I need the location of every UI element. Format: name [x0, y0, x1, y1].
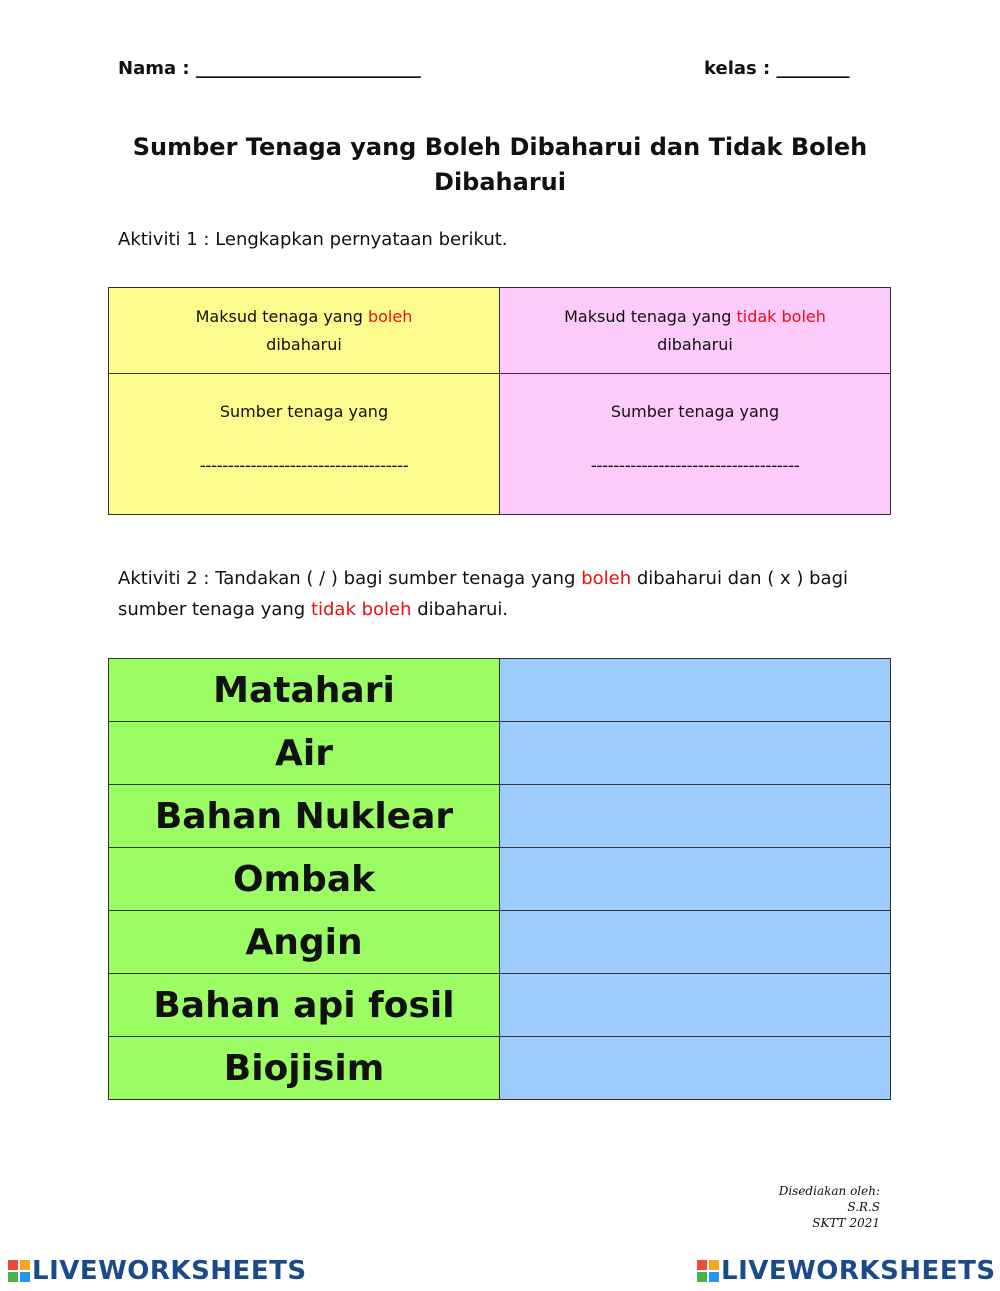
- credit-author: S.R.S: [847, 1200, 880, 1214]
- activity-1-instruction: Aktiviti 1 : Lengkapkan pernyataan berikut.: [118, 229, 508, 250]
- activity-2-nonrenewable-keyword: tidak boleh: [310, 599, 412, 620]
- answer-cell[interactable]: [500, 659, 891, 722]
- definition-table: [108, 287, 891, 515]
- nonrenewable-header-suffix: dibaharui: [657, 334, 733, 354]
- renewable-header-suffix: dibaharui: [266, 334, 342, 354]
- name-field: [118, 58, 420, 79]
- worksheet-title: Sumber Tenaga yang Boleh Dibaharui dan Tidak Boleh Dibaharui: [132, 133, 868, 196]
- nonrenewable-definition-prompt: Sumber tenaga yang: [610, 402, 780, 421]
- answer-cell[interactable]: [500, 848, 891, 911]
- activity-2-text-2: dibaharui dan ( x ) bagi sumber tenaga yang: [118, 568, 849, 620]
- table-row: [109, 722, 891, 785]
- energy-source-label: Air: [109, 722, 500, 785]
- liveworksheets-logo-icon: [8, 1260, 30, 1282]
- renewable-definition-cell: [109, 374, 500, 515]
- credit-line: Disediakan oleh:: [778, 1184, 880, 1198]
- class-blank-line[interactable]: _________: [776, 58, 849, 79]
- answer-cell[interactable]: [500, 1037, 891, 1100]
- nonrenewable-header-text: Maksud tenaga yang: [564, 306, 737, 326]
- energy-source-label: Bahan api fosil: [109, 974, 500, 1037]
- answer-cell[interactable]: [500, 722, 891, 785]
- liveworksheets-brand-text: LIVEWORKSHEETS: [721, 1256, 996, 1286]
- nonrenewable-keyword: tidak boleh: [736, 306, 826, 326]
- renewable-answer-line[interactable]: -------------------------------------: [199, 456, 409, 476]
- nonrenewable-answer-line[interactable]: -------------------------------------: [590, 456, 800, 476]
- renewable-definition-header: [109, 288, 500, 374]
- liveworksheets-brand-text: LIVEWORKSHEETS: [32, 1256, 307, 1286]
- table-row: [109, 848, 891, 911]
- energy-source-label: Angin: [109, 911, 500, 974]
- credit-school: SKTT 2021: [812, 1216, 880, 1230]
- energy-source-label: Bahan Nuklear: [109, 785, 500, 848]
- nonrenewable-definition-header: [500, 288, 891, 374]
- liveworksheets-logo-left: [8, 1256, 307, 1286]
- renewable-definition-prompt: Sumber tenaga yang: [219, 402, 389, 421]
- credit-block: [779, 1183, 880, 1231]
- activity-2-instruction: [118, 563, 898, 625]
- table-row: [109, 911, 891, 974]
- energy-source-label: Ombak: [109, 848, 500, 911]
- renewable-header-text: Maksud tenaga yang: [195, 306, 368, 326]
- table-row: [109, 659, 891, 722]
- answer-cell[interactable]: [500, 785, 891, 848]
- nonrenewable-definition-cell: [500, 374, 891, 515]
- table-row: [109, 1037, 891, 1100]
- liveworksheets-logo-right: [697, 1256, 996, 1286]
- table-row: [109, 785, 891, 848]
- table-row: [109, 974, 891, 1037]
- class-field: [704, 58, 848, 79]
- activity-2-renewable-keyword: boleh: [581, 568, 632, 589]
- name-label: Nama :: [118, 58, 190, 79]
- activity-2-text-3: dibaharui.: [411, 599, 509, 620]
- energy-source-label: Matahari: [109, 659, 500, 722]
- activity-2-text-1: Aktiviti 2 : Tandakan ( / ) bagi sumber tenaga yang: [118, 568, 582, 589]
- energy-source-table: [108, 658, 891, 1100]
- renewable-keyword: boleh: [367, 306, 413, 326]
- answer-cell[interactable]: [500, 974, 891, 1037]
- liveworksheets-logo-icon: [697, 1260, 719, 1282]
- class-label: kelas :: [704, 58, 771, 79]
- energy-source-label: Biojisim: [109, 1037, 500, 1100]
- name-blank-line[interactable]: ____________________________: [195, 58, 420, 79]
- answer-cell[interactable]: [500, 911, 891, 974]
